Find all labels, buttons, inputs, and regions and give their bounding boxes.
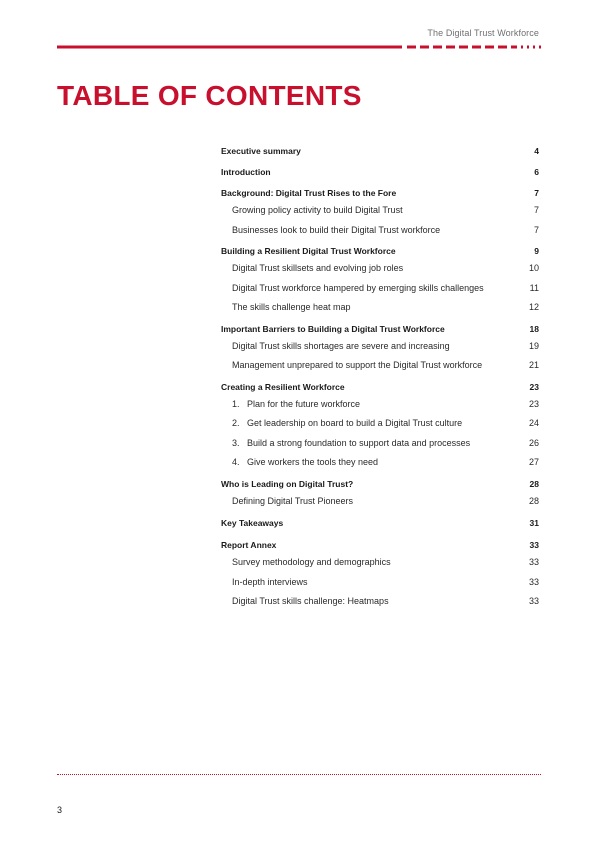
toc-entry-page-number: 6 xyxy=(534,167,539,177)
toc-section-entry[interactable] xyxy=(221,246,539,256)
toc-entry-number: 2. xyxy=(232,418,240,428)
toc-subsection-entry[interactable] xyxy=(221,456,539,469)
toc-entry-page-number: 19 xyxy=(528,340,539,351)
toc-entry-page-number: 28 xyxy=(528,495,539,506)
toc-subsection-entry[interactable] xyxy=(221,556,539,569)
toc-section-entry[interactable] xyxy=(221,479,539,489)
toc-section-entry[interactable] xyxy=(221,188,539,198)
toc-entry-label: Executive summary xyxy=(221,146,301,156)
toc-entry-page-number: 27 xyxy=(528,457,539,467)
running-header-title: The Digital Trust Workforce xyxy=(427,28,539,38)
toc-entry-label: Report Annex xyxy=(221,540,277,550)
toc-entry-label: Creating a Resilient Workforce xyxy=(221,381,345,392)
toc-subsection-entry[interactable] xyxy=(221,282,539,295)
toc-entry-page-number: 28 xyxy=(529,478,539,489)
toc-subsection-entry[interactable] xyxy=(221,417,539,430)
toc-entry-label: In-depth interviews xyxy=(232,576,308,587)
toc-entry-page-number: 26 xyxy=(528,437,539,448)
toc-entry-page-number: 31 xyxy=(529,518,539,528)
toc-entry-page-number: 18 xyxy=(529,323,539,334)
toc-entry-page-number: 7 xyxy=(534,188,539,198)
toc-section-entry[interactable] xyxy=(221,146,539,156)
toc-subsection-entry[interactable] xyxy=(221,301,539,314)
toc-subsection-entry[interactable] xyxy=(221,576,539,589)
toc-entry-label: Background: Digital Trust Rises to the Fore xyxy=(221,188,397,198)
toc-subsection-entry[interactable] xyxy=(221,359,539,372)
toc-entry-page-number: 12 xyxy=(528,302,539,312)
toc-subsection-entry[interactable] xyxy=(221,262,539,275)
toc-entry-label xyxy=(232,437,509,450)
toc-entry-text: Give workers the tools they need xyxy=(247,457,379,467)
header-rule xyxy=(57,44,541,50)
toc-entry-page-number: 33 xyxy=(529,540,539,550)
toc-entry-number: 1. xyxy=(232,398,240,409)
toc-entry-page-number: 4 xyxy=(534,146,539,156)
toc-entry-page-number: 7 xyxy=(533,205,539,215)
toc-entry-label xyxy=(232,398,509,411)
toc-entry-page-number: 9 xyxy=(534,246,539,256)
toc-entry-label: Defining Digital Trust Pioneers xyxy=(232,495,354,506)
toc-entry-label: Introduction xyxy=(221,167,271,177)
toc-entry-label: Businesses look to build their Digital Trust workforce xyxy=(232,224,441,235)
toc-entry-label xyxy=(232,456,509,469)
toc-entry-label xyxy=(232,417,509,430)
toc-subsection-entry[interactable] xyxy=(221,495,539,508)
toc-entry-page-number: 21 xyxy=(528,360,539,370)
toc-entry-label: Management unprepared to support the Digital Trust workforce xyxy=(232,360,483,370)
toc-entry-page-number: 10 xyxy=(528,263,539,273)
toc-subsection-entry[interactable] xyxy=(221,595,539,608)
footer-rule xyxy=(57,774,541,775)
toc-section-entry[interactable] xyxy=(221,167,539,177)
page-number: 3 xyxy=(57,805,63,815)
page-title: TABLE OF CONTENTS xyxy=(57,80,362,111)
toc-entry-number: 3. xyxy=(232,437,240,448)
toc-section-entry[interactable] xyxy=(221,324,539,334)
toc-entry-label: Growing policy activity to build Digital Trust xyxy=(232,205,403,215)
toc-entry-text: Build a strong foundation to support data and processes xyxy=(247,437,471,448)
toc-entry-label: Digital Trust workforce hampered by emerging skills challenges xyxy=(232,282,484,293)
toc-entry-label: Important Barriers to Building a Digital Trust Workforce xyxy=(221,323,445,334)
toc-entry-page-number: 23 xyxy=(529,381,539,392)
toc-entry-text: Plan for the future workforce xyxy=(247,398,361,409)
toc-entry-label: Digital Trust skills challenge: Heatmaps xyxy=(232,596,389,606)
toc-subsection-entry[interactable] xyxy=(221,224,539,237)
toc-entry-label: The skills challenge heat map xyxy=(232,302,351,312)
toc-subsection-entry[interactable] xyxy=(221,340,539,353)
toc-section-entry[interactable] xyxy=(221,540,539,550)
toc-entry-text: Get leadership on board to build a Digital Trust culture xyxy=(247,418,463,428)
table-of-contents xyxy=(221,146,539,608)
toc-entry-number: 4. xyxy=(232,457,240,467)
toc-entry-label: Building a Resilient Digital Trust Workforce xyxy=(221,246,396,256)
toc-subsection-entry[interactable] xyxy=(221,398,539,411)
toc-entry-label: Key Takeaways xyxy=(221,518,284,528)
toc-entry-label: Who is Leading on Digital Trust? xyxy=(221,478,354,489)
toc-entry-page-number: 33 xyxy=(528,576,539,587)
toc-entry-page-number: 11 xyxy=(529,282,539,293)
toc-entry-label: Digital Trust skills shortages are severe and increasing xyxy=(232,340,450,351)
toc-entry-page-number: 23 xyxy=(528,398,539,409)
toc-entry-label: Survey methodology and demographics xyxy=(232,557,391,567)
toc-entry-label: Digital Trust skillsets and evolving job roles xyxy=(232,263,404,273)
toc-entry-page-number: 33 xyxy=(528,557,539,567)
toc-entry-page-number: 7 xyxy=(533,224,539,235)
toc-entry-page-number: 33 xyxy=(528,596,539,606)
toc-section-entry[interactable] xyxy=(221,518,539,528)
toc-subsection-entry[interactable] xyxy=(221,204,539,217)
toc-entry-page-number: 24 xyxy=(528,418,539,428)
toc-section-entry[interactable] xyxy=(221,382,539,392)
toc-subsection-entry[interactable] xyxy=(221,437,539,450)
